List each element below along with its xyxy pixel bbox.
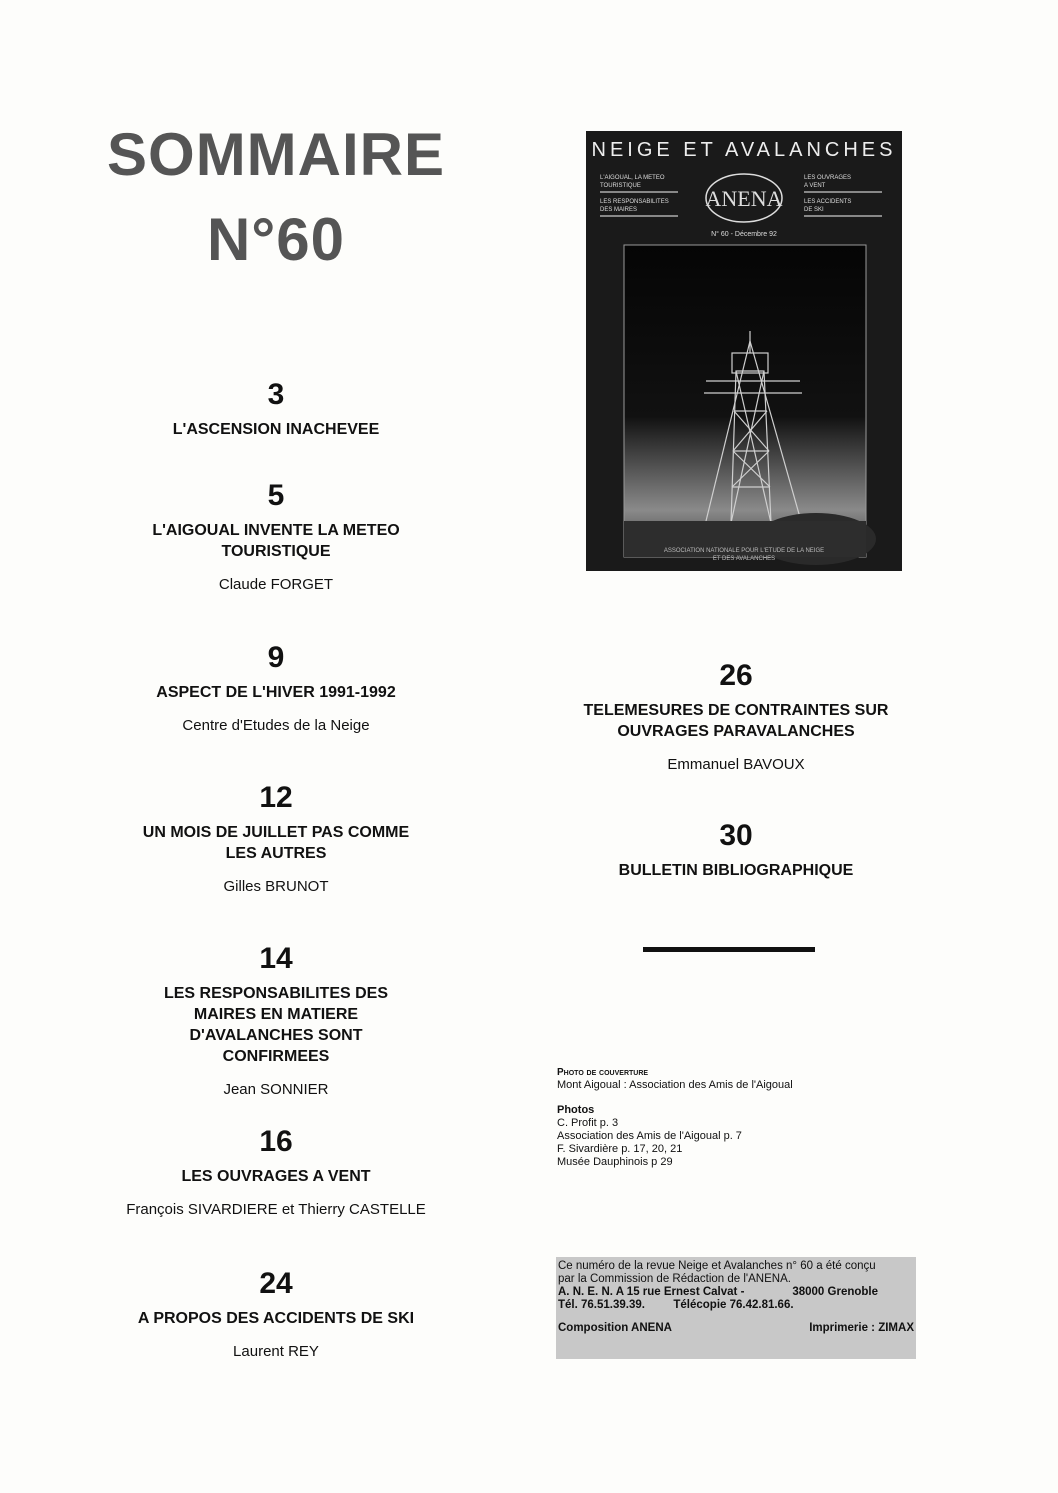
cover-image — [586, 131, 902, 571]
toc-entry — [96, 1124, 456, 1219]
colophon-phone: Tél. 76.51.39.39. — [558, 1299, 645, 1311]
colophon-box — [556, 1257, 916, 1359]
colophon-printer: Imprimerie : ZIMAX — [809, 1322, 914, 1334]
photo-credits — [557, 1066, 917, 1169]
cover-photo-heading: Photo de couverture — [557, 1067, 649, 1078]
cover-footer: ET DES AVALANCHES — [712, 556, 776, 562]
cover-footer: ASSOCIATION NATIONALE POUR L'ETUDE DE LA NEIGE — [663, 548, 825, 554]
toc-page-number: 5 — [267, 479, 285, 512]
toc-author: François SIVARDIERE et Thierry CASTELLE — [126, 1201, 426, 1218]
colophon-text: Ce numéro de la revue Neige et Avalanches n° 60 a été conçu — [558, 1260, 876, 1272]
toc-entry — [96, 941, 456, 1099]
colophon-address: A. N. E. N. A 15 rue Ernest Calvat - — [558, 1286, 745, 1298]
toc-page-number: 9 — [267, 641, 285, 674]
colophon-fax: Télécopie 76.42.81.66. — [673, 1299, 794, 1311]
toc-page-number: 30 — [719, 819, 753, 852]
photo-credit: F. Sivardière p. 17, 20, 21 — [557, 1143, 683, 1155]
issue-number: N°60 — [206, 206, 346, 273]
cover-topic: TOURISTIQUE — [600, 183, 641, 189]
toc-entry — [96, 377, 456, 440]
toc-article-title: L'ASCENSION INACHEVEE — [172, 421, 380, 438]
toc-author: Centre d'Etudes de la Neige — [182, 717, 370, 734]
toc-entry — [96, 640, 456, 735]
toc-page-number: 14 — [259, 942, 293, 975]
photo-credit: Musée Dauphinois p 29 — [557, 1156, 673, 1168]
photo-credit: C. Profit p. 3 — [557, 1117, 619, 1129]
toc-page-number: 12 — [259, 781, 293, 814]
toc-entry — [556, 658, 916, 774]
cover-issue: N° 60 - Décembre 92 — [711, 231, 777, 238]
toc-author: Claude FORGET — [218, 576, 334, 593]
toc-article-title: TELEMESURES DE CONTRAINTES SUR OUVRAGES PARAVALANCHES — [583, 702, 889, 740]
toc-author: Emmanuel BAVOUX — [667, 756, 805, 773]
toc-entry — [96, 478, 456, 594]
toc-article-title: LES OUVRAGES A VENT — [181, 1168, 371, 1185]
toc-entry — [96, 780, 456, 896]
cover-topic: LES RESPONSABILITES — [600, 199, 669, 205]
toc-article-title: UN MOIS DE JUILLET PAS COMME LES AUTRES — [142, 824, 410, 862]
toc-author: Gilles BRUNOT — [223, 878, 329, 895]
photo-credit: Association des Amis de l'Aigoual p. 7 — [557, 1130, 742, 1142]
cover-topic: A VENT — [804, 183, 826, 189]
page-title: SOMMAIRE — [107, 121, 445, 188]
toc-author: Laurent REY — [233, 1343, 319, 1360]
toc-page-number: 3 — [267, 378, 285, 411]
toc-entry — [96, 1266, 456, 1361]
colophon-text: par la Commission de Rédaction de l'ANENA. — [558, 1273, 791, 1285]
toc-article-title: ASPECT DE L'HIVER 1991-1992 — [156, 684, 396, 701]
toc-page-number: 16 — [259, 1125, 293, 1158]
toc-article-title: BULLETIN BIBLIOGRAPHIQUE — [618, 862, 854, 879]
cover-topic: LES OUVRAGES — [804, 175, 852, 181]
cover-masthead: NEIGE ET AVALANCHES — [591, 139, 897, 161]
toc-article-title: L'AIGOUAL INVENTE LA METEO TOURISTIQUE — [152, 522, 400, 560]
colophon-city: 38000 Grenoble — [792, 1286, 878, 1298]
toc-entry — [556, 818, 916, 881]
photos-heading: Photos — [557, 1104, 595, 1116]
toc-article-title: A PROPOS DES ACCIDENTS DE SKI — [137, 1310, 415, 1327]
cover-topic: LES ACCIDENTS — [804, 199, 852, 205]
cover-topic: L'AIGOUAL, LA METEO — [600, 175, 665, 181]
colophon-composition: Composition ANENA — [558, 1322, 672, 1334]
cover-photo-credit: Mont Aigoual : Association des Amis de l'Aigoual — [557, 1079, 793, 1091]
toc-page-number: 24 — [259, 1267, 293, 1300]
toc-article-title: LES RESPONSABILITES DES MAIRES EN MATIERE D'AVALANCHES SONT CONFIRMEES — [163, 985, 389, 1065]
svg-text:ANENA: ANENA — [705, 186, 783, 211]
cover-topic: DES MAIRES — [600, 207, 638, 213]
toc-author: Jean SONNIER — [223, 1081, 329, 1098]
separator-rule — [643, 947, 815, 952]
toc-page-number: 26 — [719, 659, 753, 692]
cover-topic: DE SKI — [804, 207, 824, 213]
